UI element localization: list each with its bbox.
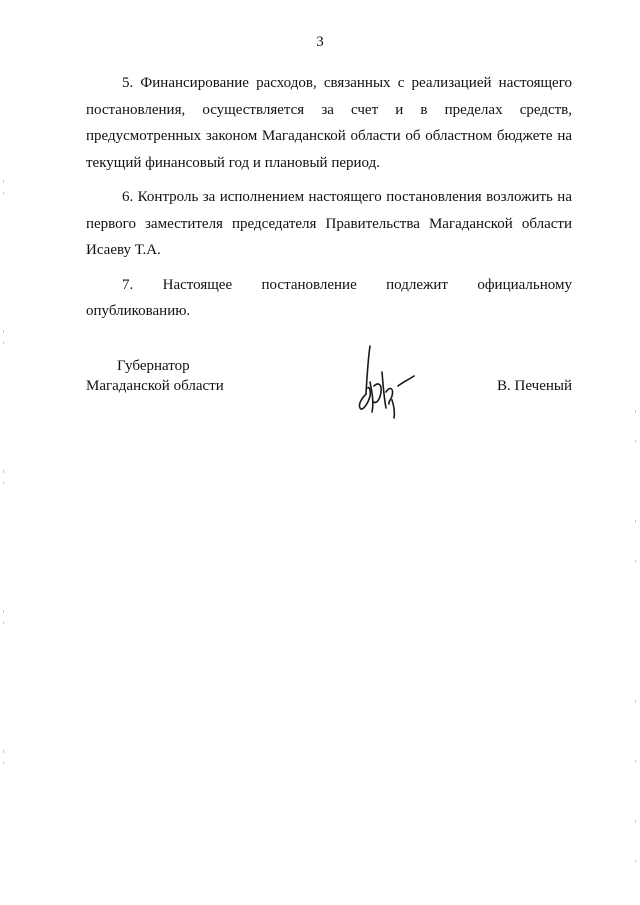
signatory-title-line-2: Магаданской области (86, 378, 224, 394)
left-margin-scan-marks (2, 0, 6, 905)
document-body (86, 70, 572, 333)
paragraph-6: 6. Контроль за исполнением настоящего постановления возложить на первого заместителя председателя Правительства Магаданской области Исаеву Т.А. (86, 189, 572, 258)
paragraph-5: 5. Финансирование расходов, связанных с реализацией настоящего постановления, осуществляется за счет и в пределах средств, предусмотренных законом Магаданской области об областном бюджете на текущий финансовый год и плановый период. (86, 75, 572, 171)
signatory-name: В. Печеный (497, 378, 572, 394)
signatory-title-line-1: Губернатор (117, 358, 190, 374)
signature-block (86, 356, 572, 426)
paragraph-7-line-1: 7. Настоящее постановление подлежит официальному (122, 276, 572, 293)
paragraph-7 (86, 272, 572, 299)
paragraph-7-continuation: опубликованию. (86, 303, 191, 319)
right-margin-scan-marks (633, 0, 637, 905)
page-number: 3 (316, 34, 324, 50)
handwritten-signature (348, 342, 420, 422)
